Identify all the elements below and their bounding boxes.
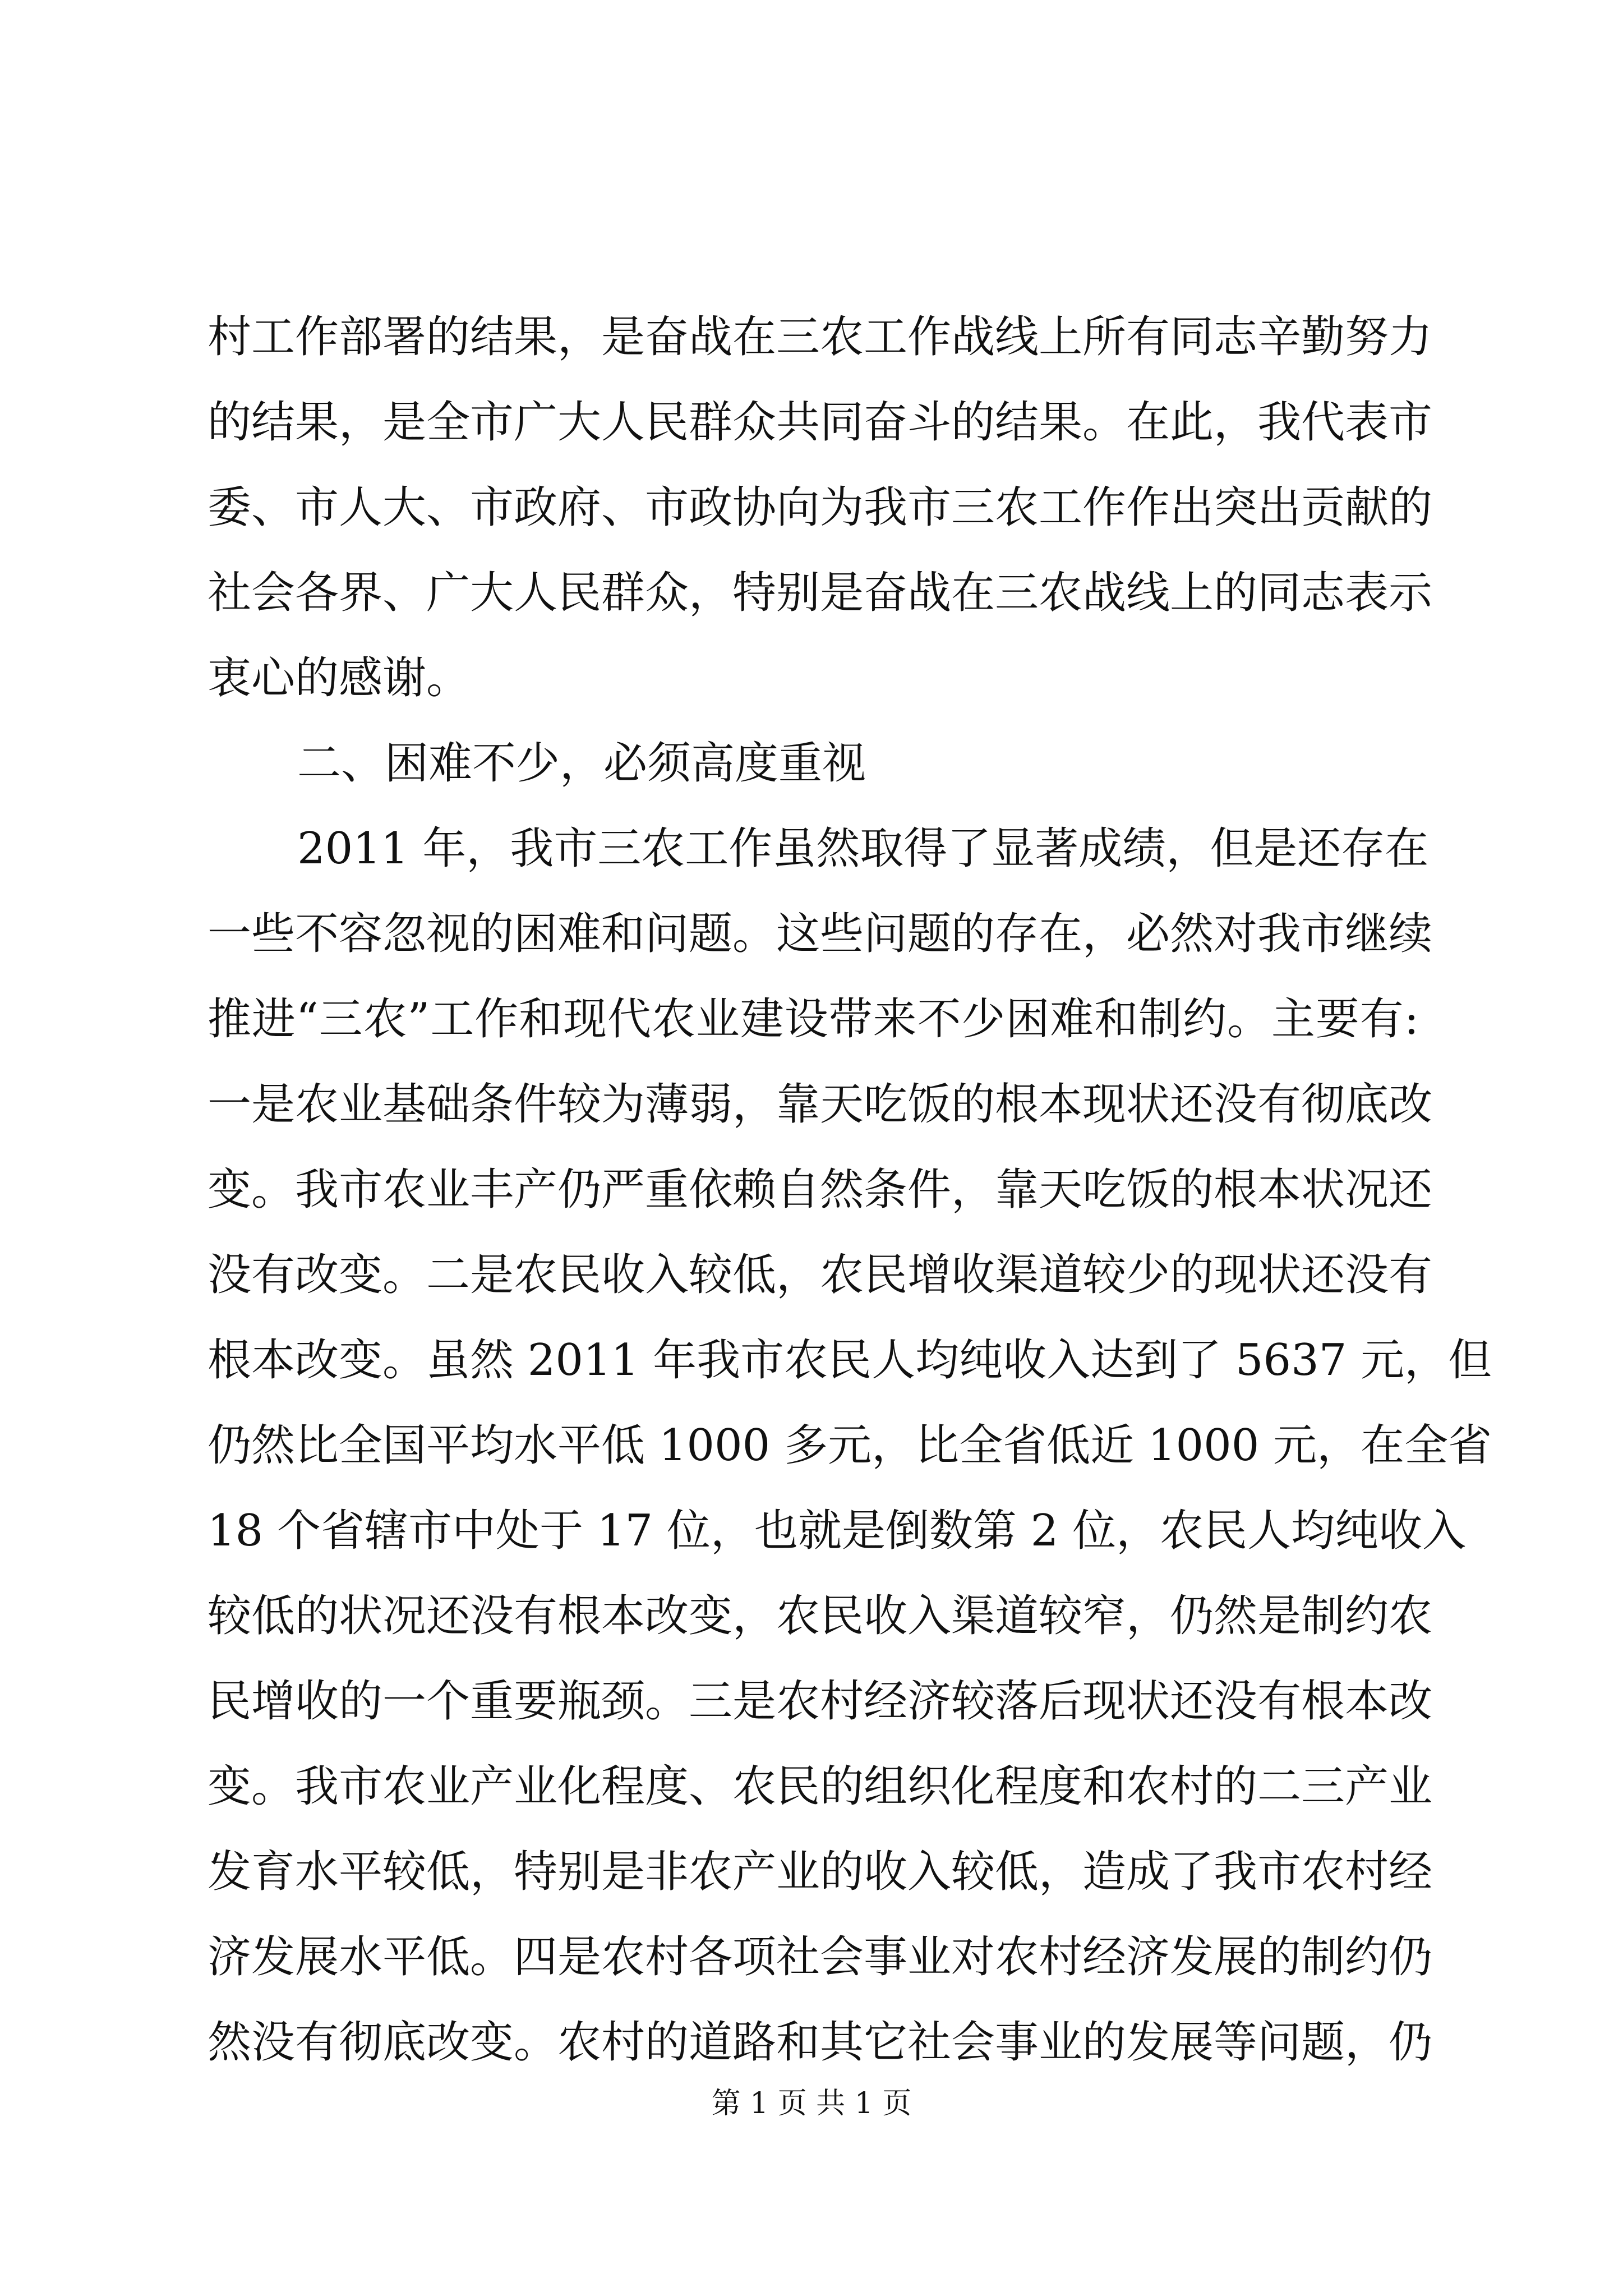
text-line: 仍然比全国平均水平低 1000 多元，比全省低近 1000 元，在全省 <box>208 1420 1492 1471</box>
text-line: 没有改变。二是农民收入较低，农民增收渠道较少的现状还没有 <box>208 1250 1433 1300</box>
text-line: 发育水平较低，特别是非农产业的收入较低，造成了我市农村经 <box>208 1847 1433 1897</box>
text-line: 村工作部署的结果，是奋战在三农工作战线上所有同志辛勤努力 <box>208 312 1433 362</box>
text-line: 衷心的感谢。 <box>208 653 471 703</box>
section-heading <box>208 721 1419 806</box>
text-line: 变。我市农业丰产仍严重依赖自然条件，靠天吃饭的根本状况还 <box>208 1165 1433 1215</box>
text-line: 然没有彻底改变。农村的道路和其它社会事业的发展等问题，仍 <box>208 2017 1433 2068</box>
heading-text: 二、困难不少，必须高度重视 <box>297 738 866 789</box>
text-line: 社会各界、广大人民群众，特别是奋战在三农战线上的同志表示 <box>208 568 1433 618</box>
page-footer: 第 1 页 共 1 页 <box>711 2087 912 2120</box>
text-line: 一些不容忽视的困难和问题。这些问题的存在，必然对我市继续 <box>208 909 1433 959</box>
paragraph-continuation <box>208 295 1433 721</box>
text-line: 2011 年，我市三农工作虽然取得了显著成绩，但是还存在 <box>297 823 1429 874</box>
document-body <box>208 295 1492 2085</box>
paragraph-body <box>208 806 1492 2085</box>
text-line: 民增收的一个重要瓶颈。三是农村经济较落后现状还没有根本改 <box>208 1676 1433 1727</box>
text-line: 较低的状况还没有根本改变，农民收入渠道较窄，仍然是制约农 <box>208 1591 1433 1641</box>
text-line: 根本改变。虽然 2011 年我市农民人均纯收入达到了 5637 元，但 <box>208 1335 1492 1386</box>
text-line: 变。我市农业产业化程度、农民的组织化程度和农村的二三产业 <box>208 1761 1433 1812</box>
text-line: 推进“三农”工作和现代农业建设带来不少困难和制约。主要有: <box>208 994 1419 1045</box>
text-line: 18 个省辖市中处于 17 位，也就是倒数第 2 位，农民人均纯收入 <box>208 1506 1467 1556</box>
text-line: 一是农业基础条件较为薄弱，靠天吃饭的根本现状还没有彻底改 <box>208 1079 1433 1130</box>
text-line: 委、市人大、市政府、市政协向为我市三农工作作出突出贡献的 <box>208 482 1433 533</box>
text-line: 济发展水平低。四是农村各项社会事业对农村经济发展的制约仍 <box>208 1932 1433 1982</box>
text-line: 的结果，是全市广大人民群众共同奋斗的结果。在此，我代表市 <box>208 397 1433 448</box>
